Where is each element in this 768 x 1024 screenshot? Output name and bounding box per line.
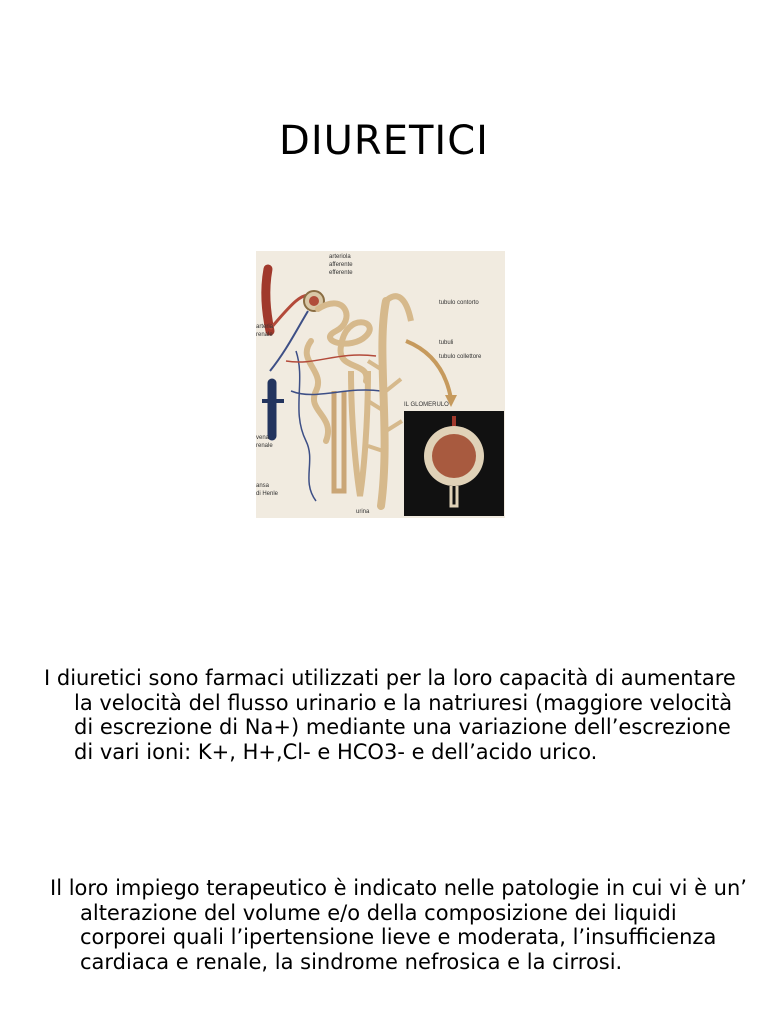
label-vena: vena [256, 435, 270, 441]
label-efferente: efferente [329, 270, 353, 276]
label-arteriola: arteriola [329, 254, 351, 260]
label-ansa: ansa [256, 483, 270, 489]
page-title: DIURETICI [279, 118, 489, 164]
label-arteria: arteria [256, 324, 274, 330]
label-afferente: afferente [329, 262, 353, 268]
label-renale-vena: renale [256, 443, 273, 449]
label-di-henle: di Henle [256, 491, 279, 497]
label-tubuli: tubuli [439, 340, 454, 346]
label-renale-arteria: renale [256, 332, 273, 338]
label-glomerulo: IL GLOMERULO [404, 402, 449, 408]
label-tubulo-contorto: tubulo contorto [439, 300, 479, 306]
paragraph-therapeutic-use: Il loro impiego terapeutico è indicato nelle patologie in cui vi è un’ alterazione del volume e/o della composizione dei liquidi corporei quali l’ipertensione lieve e moderata, l’insufficienza cardiaca e renale, la sindrome nefrosica e la cirrosi. [50, 876, 747, 974]
nephron-drawing [256, 251, 505, 518]
paragraph-definition: I diuretici sono farmaci utilizzati per la loro capacità di aumentare la velocità del flusso urinario e la natriuresi (maggiore velocità di escrezione di Na+) mediante una variazione dell’escrezione di vari ioni: K+, H+,Cl- e HCO3- e dell’acido urico. [44, 666, 736, 764]
label-urina: urina [356, 509, 370, 515]
nephron-illustration [256, 251, 505, 518]
label-tubulo-collettore: tubulo collettore [439, 354, 482, 360]
